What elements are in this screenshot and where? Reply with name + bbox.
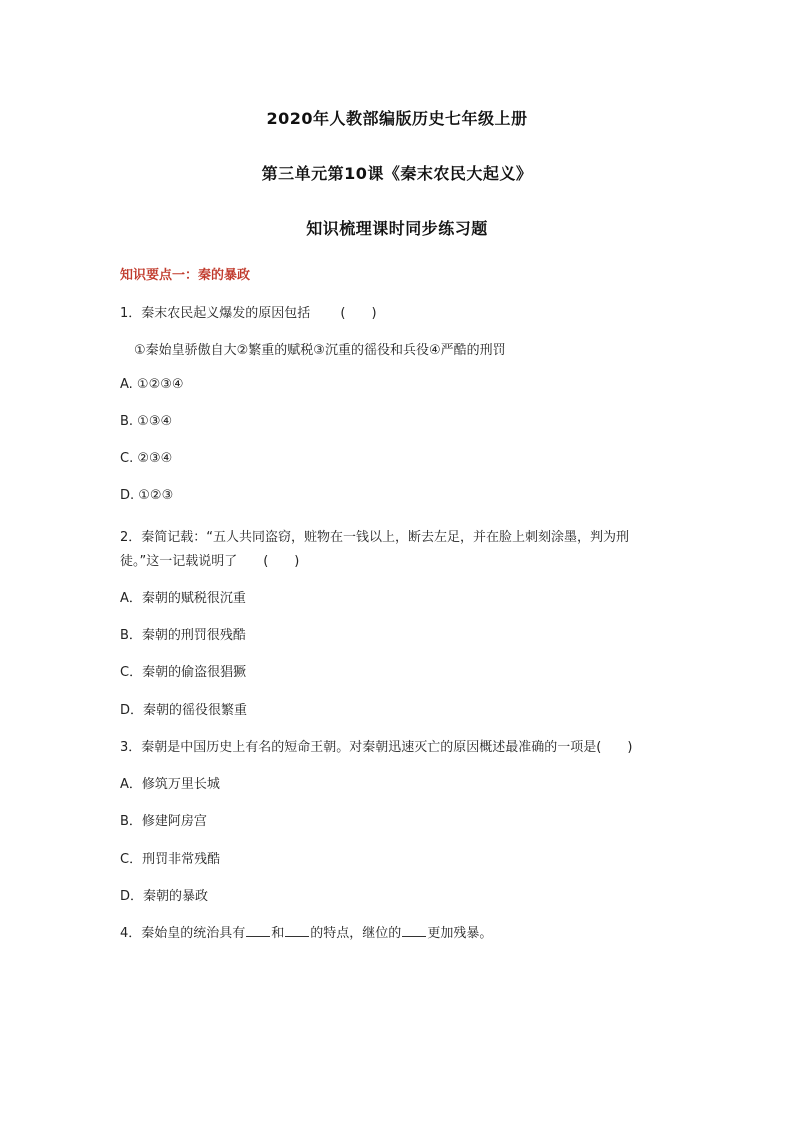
- question-4-text-3: 的特点，继位的: [310, 926, 402, 941]
- question-4: [120, 922, 492, 941]
- question-1-option-a: A. ①②③④: [120, 377, 184, 392]
- question-1-option-d: D. ①②③: [120, 488, 174, 503]
- question-2-option-c: C．秦朝的偷盗很猖獗: [120, 665, 247, 680]
- question-2-option-b: B．秦朝的刑罚很残酷: [120, 628, 246, 643]
- question-2-stem-line2: 徒。”这一记载说明了 ( ): [120, 554, 300, 569]
- question-2-stem-line1: 2．秦简记载：“五人共同盗窃，赃物在一钱以上，断去左足，并在脸上刺刻涂墨，判为刑: [120, 530, 630, 545]
- question-1-option-c: C. ②③④: [120, 451, 173, 466]
- question-4-text-1: 4．秦始皇的统治具有: [120, 926, 246, 941]
- question-1-option-b: B. ①③④: [120, 414, 173, 429]
- question-3-option-c: C．刑罚非常残酷: [120, 852, 221, 867]
- question-3-option-d: D．秦朝的暴政: [120, 889, 209, 904]
- worksheet-title: 2020年人教部编版历史七年级上册: [266, 109, 528, 128]
- lesson-title: 第三单元第10课《秦末农民大起义》: [261, 164, 533, 183]
- question-1-statements: ①秦始皇骄傲自大②繁重的赋税③沉重的徭役和兵役④严酷的刑罚: [134, 343, 506, 358]
- question-1-stem: 1．秦末农民起义爆发的原因包括 ( ): [120, 306, 377, 321]
- question-3-stem: 3．秦朝是中国历史上有名的短命王朝。对秦朝迅速灭亡的原因概述最准确的一项是( ): [120, 740, 633, 755]
- question-2-option-d: D．秦朝的徭役很繁重: [120, 703, 248, 718]
- answer-blank-2: [285, 924, 309, 937]
- answer-blank-3: [402, 924, 426, 937]
- question-4-text-4: 更加残暴。: [427, 926, 493, 941]
- question-3-option-a: A．修筑万里长城: [120, 777, 220, 792]
- section-heading: 知识要点一：秦的暴政: [120, 268, 251, 283]
- question-3-option-b: B．修建阿房宫: [120, 814, 207, 829]
- question-2-option-a: A．秦朝的赋税很沉重: [120, 591, 246, 606]
- answer-blank-1: [246, 924, 270, 937]
- question-4-text-2: 和: [271, 926, 285, 941]
- worksheet-subtitle: 知识梳理课时同步练习题: [306, 219, 488, 238]
